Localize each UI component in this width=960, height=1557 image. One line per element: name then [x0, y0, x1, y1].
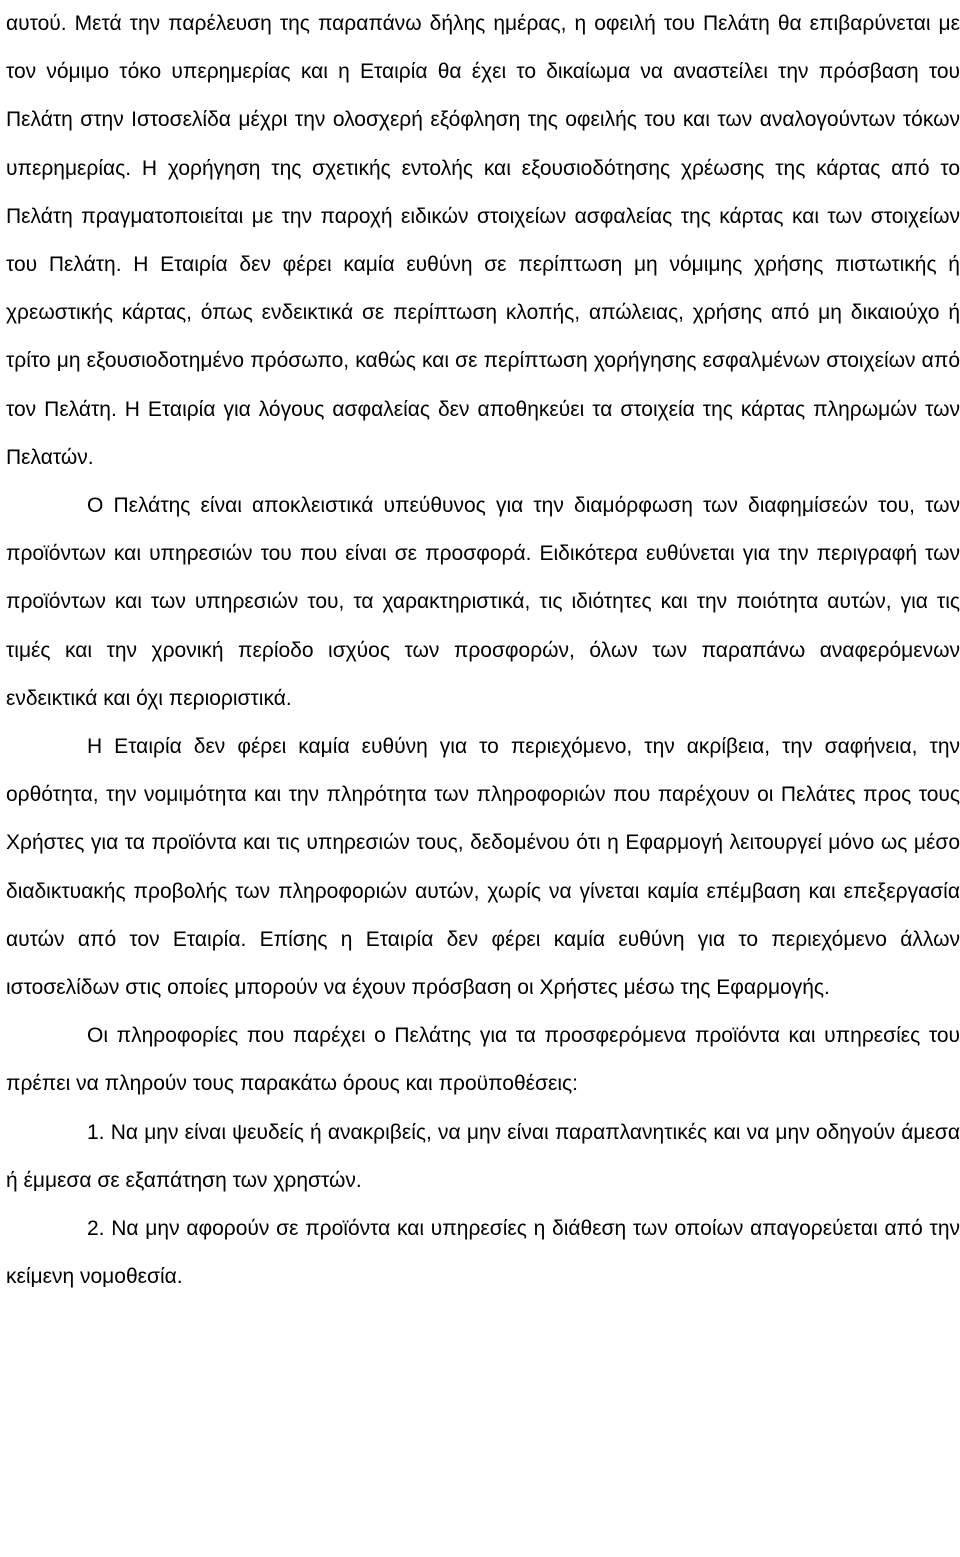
list-item-condition-2: 2. Να μην αφορούν σε προϊόντα και υπηρεσίες η διάθεση των οποίων απαγορεύεται από την κείμενη νομοθεσία.	[6, 1217, 960, 1289]
paragraph-information-conditions: Οι πληροφορίες που παρέχει ο Πελάτης για τα προσφερόμενα προϊόντα και υπηρεσίες του πρέπει να πληρούν τους παρακάτω όρους και προϋποθέσεις:	[6, 1024, 960, 1096]
list-item-condition-1: 1. Να μην είναι ψευδείς ή ανακριβείς, να μην είναι παραπλανητικές και να μην οδηγούν άμεσα ή έμμεσα σε εξαπάτηση των χρηστών.	[6, 1120, 960, 1192]
paragraph-client-responsibility: Ο Πελάτης είναι αποκλειστικά υπεύθυνος για την διαμόρφωση των διαφημίσεών του, των προϊόντων και υπηρεσιών του που είναι σε προσφορά. Ειδικότερα ευθύνεται για την περιγραφή των προϊόντων και των υπηρεσιών του, τα χαρακτηριστικά, τις ιδιότητες και την ποιότητα αυτών, για τις τιμές και την χρονική περίοδο ισχύος των προσφορών, όλων των παραπάνω αναφερόμενων ενδεικτικά και όχι περιοριστικά.	[6, 494, 960, 710]
paragraph-company-liability: Η Εταιρία δεν φέρει καμία ευθύνη για το περιεχόμενο, την ακρίβεια, την σαφήνεια, την ορθότητα, την νομιμότητα και την πληρότητα των πληροφοριών που παρέχουν οι Πελάτες προς τους Χρήστες για τα προϊόντα και τις υπηρεσιών τους, δεδομένου ότι η Εφαρμογή λειτουργεί μόνο ως μέσο διαδικτυακής προβολής των πληροφοριών αυτών, χωρίς να γίνεται καμία επέμβαση και επεξεργασία αυτών από τον Εταιρία. Επίσης η Εταιρία δεν φέρει καμία ευθύνη για το περιεχόμενο άλλων ιστοσελίδων στις οποίες μπορούν να έχουν πρόσβαση οι Χρήστες μέσω της Εφαρμογής.	[6, 735, 960, 1000]
paragraph-payment-terms: αυτού. Μετά την παρέλευση της παραπάνω δήλης ημέρας, η οφειλή του Πελάτη θα επιβαρύνεται με τον νόμιμο τόκο υπερημερίας και η Εταιρία θα έχει το δικαίωμα να αναστείλει την πρόσβαση του Πελάτη στην Ιστοσελίδα μέχρι την ολοσχερή εξόφληση της οφειλής του και των αναλογούντων τόκων υπερημερίας. Η χορήγηση της σχετικής εντολής και εξουσιοδότησης χρέωσης της κάρτας από το Πελάτη πραγματοποιείται με την παροχή ειδικών στοιχείων ασφαλείας της κάρτας και των στοιχείων του Πελάτη. Η Εταιρία δεν φέρει καμία ευθύνη σε περίπτωση μη νόμιμης χρήσης πιστωτικής ή χρεωστικής κάρτας, όπως ενδεικτικά σε περίπτωση κλοπής, απώλειας, χρήσης από μη δικαιούχο ή τρίτο μη εξουσιοδοτημένο πρόσωπο, καθώς και σε περίπτωση χορήγησης εσφαλμένων στοιχείων από τον Πελάτη. Η Εταιρία για λόγους ασφαλείας δεν αποθηκεύει τα στοιχεία της κάρτας πληρωμών των Πελατών.	[6, 12, 960, 469]
document-page	[6, 0, 960, 1301]
